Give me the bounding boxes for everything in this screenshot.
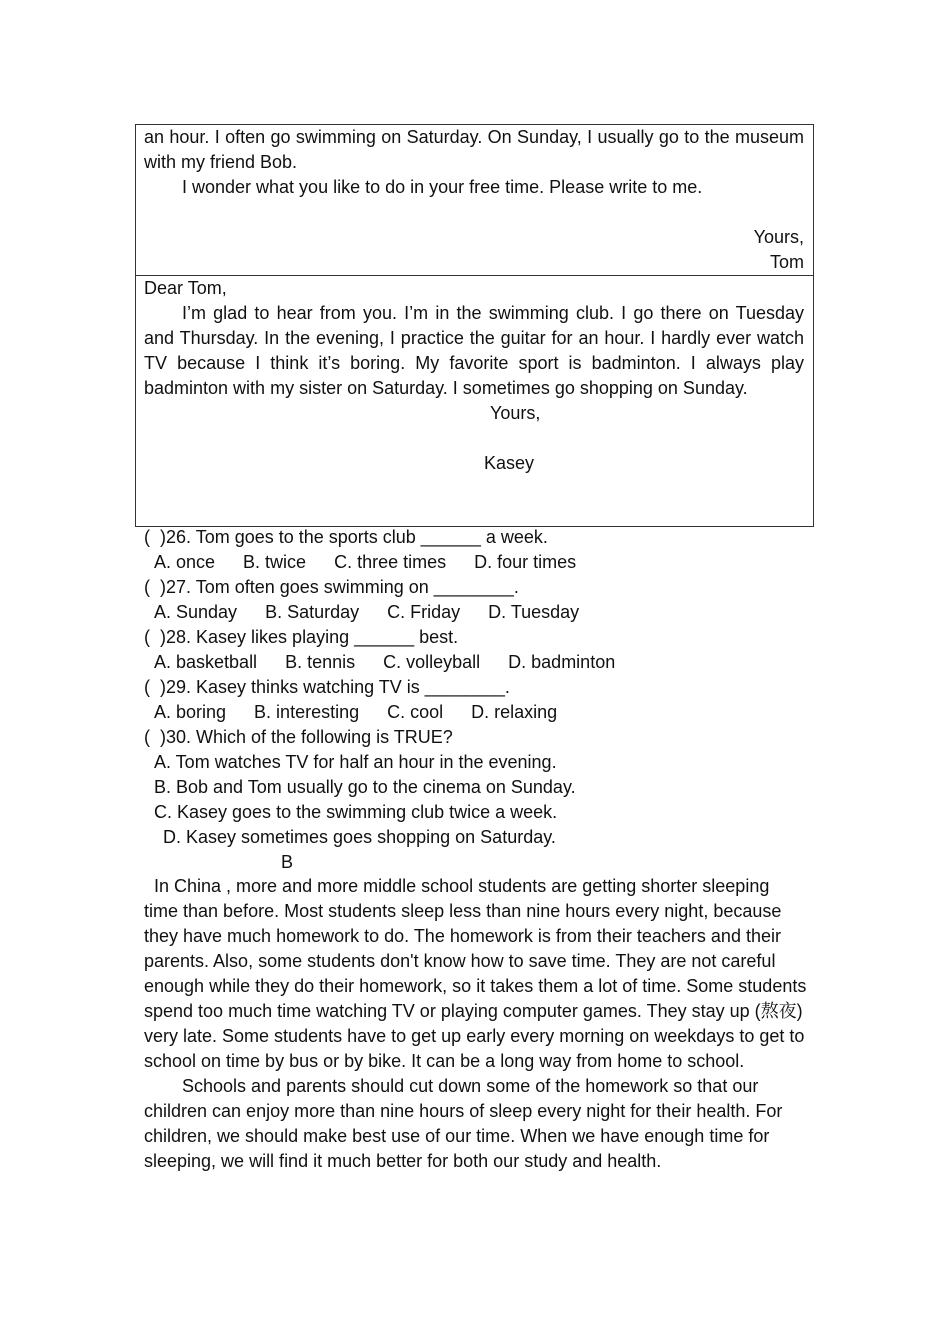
question-26 xyxy=(144,525,824,575)
question-options xyxy=(144,600,824,625)
letter-tom-signature: Tom xyxy=(769,252,804,272)
passage-paragraph-2: Schools and parents should cut down some of the homework so that our children can enjoy more than nine hours of sleep every night for their health. For children, we should make best use of our time. When we have enough time for sleeping, we will find it much better for both our study and health. xyxy=(144,1076,783,1171)
option: C. volleyball xyxy=(383,652,481,672)
question-options xyxy=(144,650,824,675)
spacer xyxy=(144,426,804,451)
section-b-label: B xyxy=(281,852,294,872)
option: C. Friday xyxy=(387,602,461,622)
chinese-gloss: 熬夜 xyxy=(760,1001,797,1022)
option: D. Tuesday xyxy=(488,602,580,622)
option: D. Kasey sometimes goes shopping on Saturday. xyxy=(163,827,556,847)
letters-table xyxy=(135,124,814,527)
question-stem: ( )28. Kasey likes playing ______ best. xyxy=(144,627,459,647)
passage-paragraph-1 xyxy=(144,874,808,1074)
letter-kasey-closing: Yours, xyxy=(490,403,541,423)
option: B. Saturday xyxy=(265,602,360,622)
questions-section xyxy=(144,525,824,875)
option: A. Tom watches TV for half an hour in the evening. xyxy=(154,752,557,772)
passage-text: ) very late. Some students have to get up early every morning on weekdays to get to school on time by bus or by bike. It can be a long way from home to school. xyxy=(144,1001,805,1071)
question-28 xyxy=(144,625,824,675)
option: A. boring xyxy=(154,702,227,722)
option: A. basketball xyxy=(154,652,258,672)
option: D. relaxing xyxy=(471,702,558,722)
letter-kasey-signature: Kasey xyxy=(484,453,535,473)
option: C. three times xyxy=(334,552,447,572)
question-stem: ( )30. Which of the following is TRUE? xyxy=(144,727,453,747)
question-30 xyxy=(144,725,824,850)
letter-kasey-greeting: Dear Tom, xyxy=(144,278,227,298)
letter-kasey-body: I’m glad to hear from you. I’m in the swimming club. I go there on Tuesday and Thursday. In the evening, I practice the guitar for an hour. I hardly ever watch TV because I think it’s boring. My favorite sport is badminton. I always play badminton with my sister on Saturday. I sometimes go shopping on Sunday. xyxy=(144,303,804,398)
question-29 xyxy=(144,675,824,725)
option: A. Sunday xyxy=(154,602,238,622)
question-stem: ( )29. Kasey thinks watching TV is ________. xyxy=(144,677,510,697)
passage-text: In China , more and more middle school students are getting shorter sleeping time than before. Most students sleep less than nine hours every night, because they have much homework to do. The homework is from their teachers and their parents. Also, some students don't know how to save time. They are not careful enough while they do their homework, so it takes them a lot of time. Some students spend too much time watching TV or playing computer games. They stay up ( xyxy=(144,876,807,1021)
letter-kasey-cell xyxy=(136,275,813,526)
letter-tom-line-1: an hour. I often go swimming on Saturday. On Sunday, I usually go to the museum with my friend Bob. xyxy=(144,127,804,172)
spacer xyxy=(144,200,804,225)
letter-tom-cell xyxy=(136,125,813,275)
option: D. badminton xyxy=(508,652,616,672)
letter-tom-line-2: I wonder what you like to do in your free time. Please write to me. xyxy=(182,177,703,197)
question-options xyxy=(144,550,824,575)
option: B. interesting xyxy=(254,702,360,722)
question-options xyxy=(144,700,824,725)
letter-tom-closing: Yours, xyxy=(753,227,804,247)
option: B. twice xyxy=(243,552,307,572)
option: C. cool xyxy=(387,702,444,722)
question-27 xyxy=(144,575,824,625)
option: A. once xyxy=(154,552,216,572)
question-stem: ( )27. Tom often goes swimming on ________. xyxy=(144,577,519,597)
option: D. four times xyxy=(474,552,577,572)
reading-passage-b xyxy=(144,874,808,1174)
option: B. Bob and Tom usually go to the cinema on Sunday. xyxy=(154,777,576,797)
option: C. Kasey goes to the swimming club twice a week. xyxy=(154,802,558,822)
question-stem: ( )26. Tom goes to the sports club ______ a week. xyxy=(144,527,548,547)
option: B. tennis xyxy=(285,652,356,672)
